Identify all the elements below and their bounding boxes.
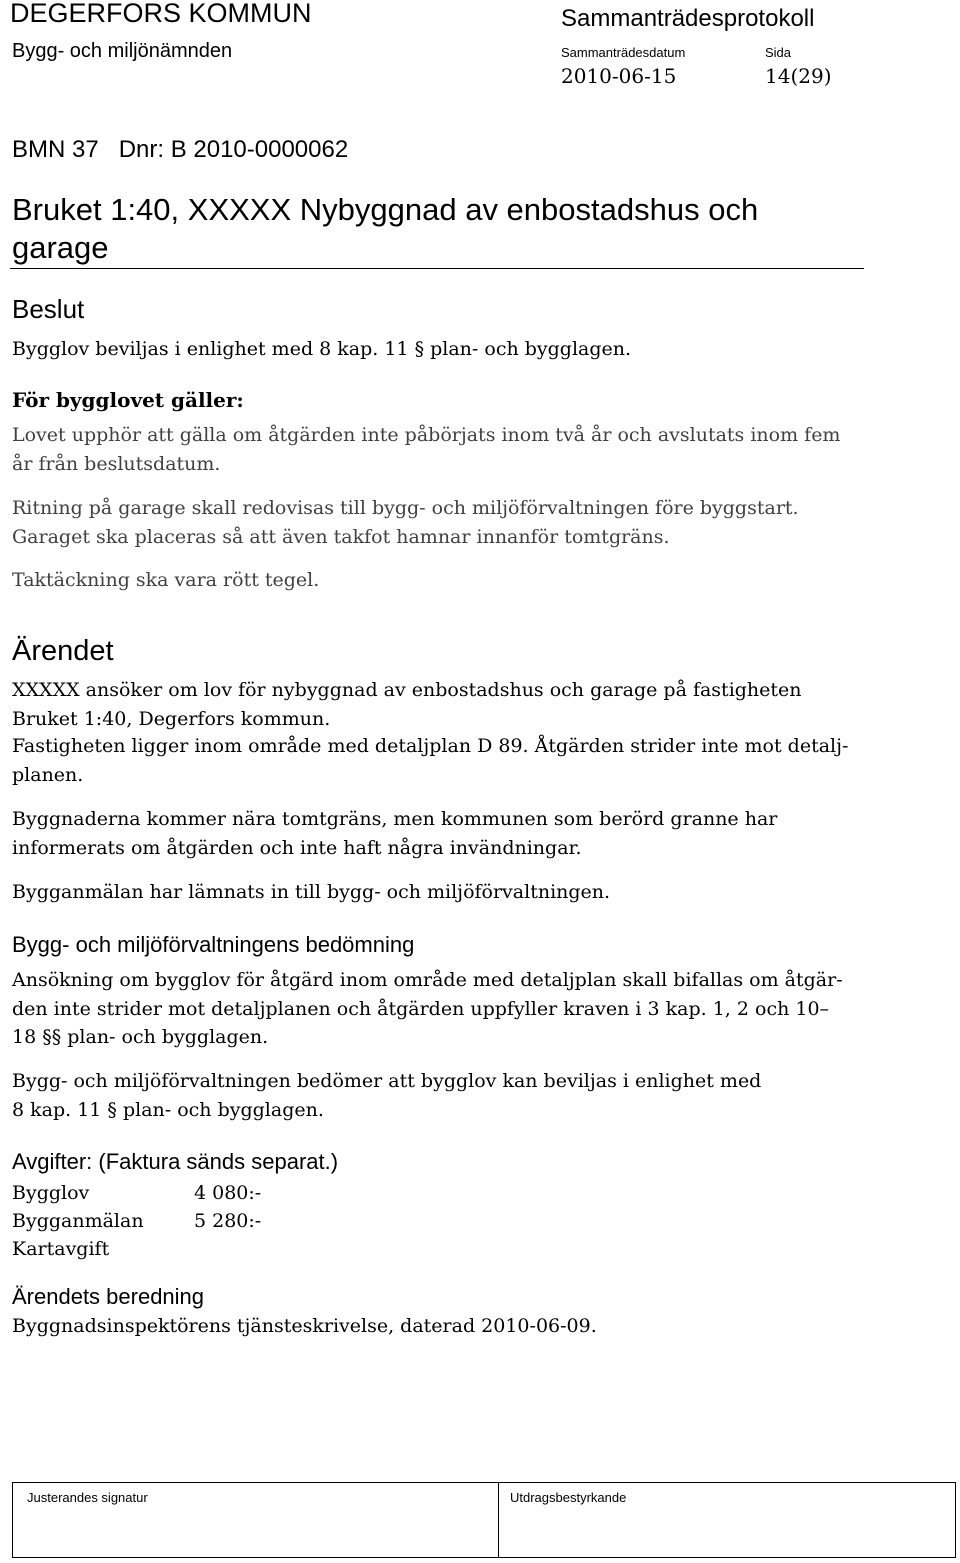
matter-paragraph: Byggnaderna kommer nära tomtgräns, men kommunen som berörd granne har informerats om åtgärden och inte haft några invändningar.: [12, 808, 778, 859]
certification-label: Utdragsbestyrkande: [510, 1490, 627, 1505]
fee-row: [12, 1182, 261, 1210]
title-divider: [10, 268, 864, 269]
board-name: Bygg- och miljönämnden: [12, 40, 233, 62]
decision-heading: Beslut: [12, 294, 85, 324]
fee-row: [12, 1238, 261, 1266]
condition-item: Lovet upphör att gälla om åtgärden inte påbörjats inom två år och avslutats inom fem år från beslutsdatum.: [12, 424, 841, 475]
case-title: Bruket 1:40, XXXXX Nybyggnad av enbostadshus och garage: [12, 192, 759, 265]
case-reference: BMN 37 Dnr: B 2010-0000062: [12, 136, 349, 163]
fees-heading: Avgifter: (Faktura sänds separat.): [12, 1149, 339, 1174]
meeting-date-label: Sammanträdesdatum: [561, 45, 686, 60]
preparation-heading: Ärendets beredning: [12, 1284, 205, 1309]
condition-item: Ritning på garage skall redovisas till bygg- och miljöförvaltningen före byggstart. Garaget ska placeras så att även takfot hamnar innanför tomtgräns.: [12, 497, 799, 548]
signature-box: [12, 1482, 956, 1558]
organization-name: DEGERFORS KOMMUN: [10, 0, 312, 28]
matter-paragraph: Fastigheten ligger inom område med detaljplan D 89. Åtgärden strider inte mot detalj-planen.: [12, 735, 849, 786]
matter-heading: Ärendet: [12, 635, 114, 667]
matter-paragraph: XXXXX ansöker om lov för nybyggnad av enbostadshus och garage på fastigheten Bruket 1:40, Degerfors kommun.: [12, 679, 802, 730]
conditions-heading: För bygglovet gäller:: [12, 388, 244, 412]
condition-item: Taktäckning ska vara rött tegel.: [12, 569, 320, 591]
fee-row: [12, 1210, 261, 1238]
fee-name: Bygglov: [12, 1182, 90, 1204]
matter-paragraph: Bygganmälan har lämnats in till bygg- och miljöförvaltningen.: [12, 881, 611, 903]
signature-label: Justerandes signatur: [27, 1490, 148, 1505]
fee-amount: 4 080:-: [194, 1182, 262, 1204]
preparation-text: Byggnadsinspektörens tjänsteskrivelse, daterad 2010-06-09.: [12, 1315, 597, 1337]
fee-amount: [194, 1238, 261, 1266]
fee-amount: 5 280:-: [194, 1210, 262, 1232]
signature-box-divider: [498, 1483, 499, 1557]
fee-name: Bygganmälan: [12, 1210, 144, 1232]
page-number: 14(29): [765, 64, 832, 88]
fees-table: [12, 1182, 261, 1266]
decision-text: Bygglov beviljas i enlighet med 8 kap. 11 § plan- och bygglagen.: [12, 338, 632, 360]
meeting-date: 2010-06-15: [561, 64, 677, 88]
page-label: Sida: [765, 45, 792, 60]
assessment-paragraph: Ansökning om bygglov för åtgärd inom område med detaljplan skall bifallas om åtgär-den inte strider mot detaljplanen och åtgärden uppfyller kraven i 3 kap. 1, 2 och 10–18 §§ plan- och bygglagen.: [12, 969, 843, 1048]
assessment-paragraph: Bygg- och miljöförvaltningen bedömer att bygglov kan beviljas i enlighet med 8 kap. 11 § plan- och bygglagen.: [12, 1070, 762, 1121]
fee-name: Kartavgift: [12, 1238, 110, 1260]
assessment-heading: Bygg- och miljöförvaltningens bedömning: [12, 932, 415, 957]
document-type: Sammanträdesprotokoll: [561, 5, 815, 32]
